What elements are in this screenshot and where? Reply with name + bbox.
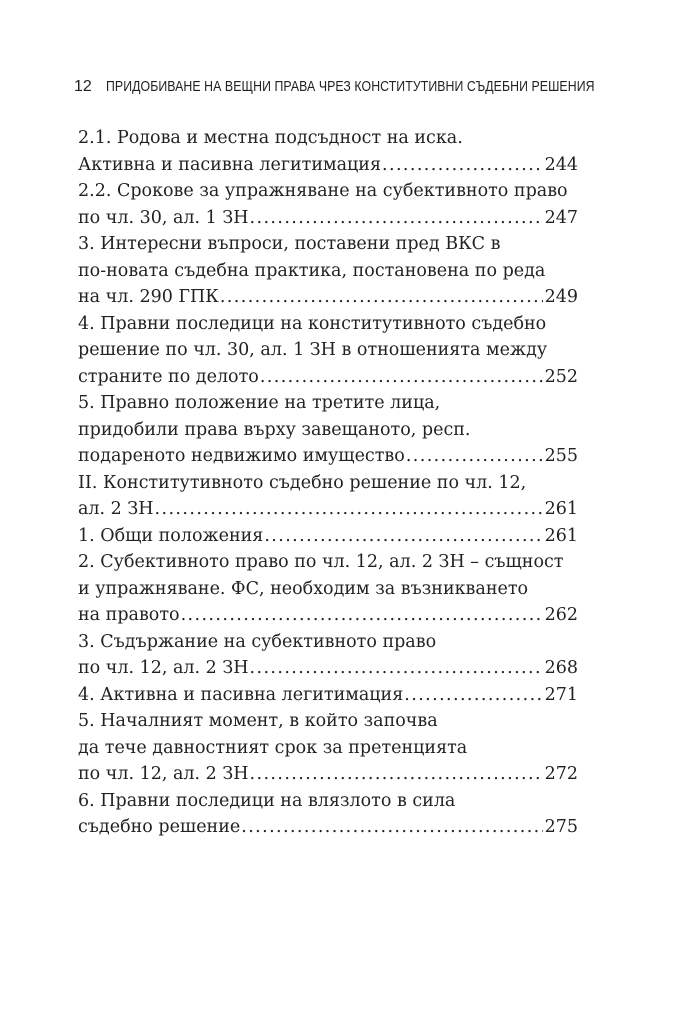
- dot-leader: [264, 523, 542, 550]
- toc-entry: [78, 125, 578, 178]
- toc-entry-line: на правото: [78, 605, 180, 625]
- dot-leader: [250, 205, 543, 232]
- toc-entry: [78, 708, 578, 788]
- toc-entry-final-line: [78, 152, 578, 179]
- dot-leader: [250, 761, 543, 788]
- toc-entry: [78, 682, 578, 709]
- dot-leader: [406, 443, 543, 470]
- toc-entry: [78, 311, 578, 391]
- toc-entry-line: Активна и пасивна легитимация: [78, 154, 382, 175]
- toc-entry: [78, 549, 578, 629]
- toc-entry-line: ал. 2 ЗН: [78, 499, 154, 519]
- toc-entry-line: на чл. 290 ГПК: [78, 287, 219, 307]
- toc-entry-line: 2. Субективното право по чл. 12, ал. 2 ЗН – същност: [78, 552, 564, 572]
- dot-leader: [220, 284, 543, 311]
- toc-entry-final-line: [78, 523, 578, 550]
- toc-entry-final-line: [78, 284, 578, 311]
- toc-entry-line: страните по делото: [78, 366, 259, 387]
- running-header: [74, 78, 634, 96]
- toc-entry: [78, 231, 578, 311]
- toc-entry-line: 2.2. Срокове за упражняване на субективното право: [78, 181, 568, 201]
- toc-entry-line: II. Конститутивното съдебно решение по чл. 12,: [78, 472, 527, 493]
- toc-entry-line: по чл. 12, ал. 2 ЗН: [78, 764, 249, 784]
- toc-entry-final-line: [78, 364, 578, 391]
- book-title: ПРИДОБИВАНЕ НА ВЕЩНИ ПРАВА ЧРЕЗ КОНСТИТУТИВНИ СЪДЕБНИ РЕШЕНИЯ: [105, 78, 595, 95]
- toc-entry-line: 5. Началният момент, в който започва: [78, 711, 438, 731]
- toc-entry: [78, 470, 578, 523]
- toc-entry-final-line: [78, 655, 578, 682]
- toc-page-number: 252: [544, 366, 578, 387]
- toc-entry-line: 6. Правни последици на влязлото в сила: [78, 790, 456, 811]
- toc-page-number: 249: [544, 287, 578, 307]
- table-of-contents: [78, 125, 578, 841]
- toc-entry-line: 4. Правни последици на конститутивното съдебно: [78, 313, 547, 334]
- dot-leader: [181, 602, 543, 629]
- toc-page-number: 247: [544, 207, 578, 228]
- toc-entry-line: 3. Интересни въпроси, поставени пред ВКС в: [78, 234, 501, 254]
- dot-leader: [250, 655, 543, 682]
- toc-entry-final-line: [78, 761, 578, 788]
- toc-entry-line: по чл. 30, ал. 1 ЗН: [78, 207, 249, 228]
- toc-page-number: 261: [544, 525, 578, 546]
- toc-entry-final-line: [78, 814, 578, 841]
- toc-entry: [78, 629, 578, 682]
- toc-entry-line: придобили права върху завещаното, респ.: [78, 419, 471, 440]
- toc-entry-line: подареното недвижимо имущество: [78, 446, 405, 466]
- toc-entry-final-line: [78, 205, 578, 232]
- toc-entry-final-line: [78, 496, 578, 523]
- toc-entry-line: 5. Правно положение на третите лица,: [78, 393, 441, 413]
- toc-entry-line: 2.1. Родова и местна подсъдност на иска.: [78, 128, 463, 148]
- toc-page-number: 262: [544, 605, 578, 625]
- toc-entry-final-line: [78, 682, 578, 709]
- toc-page-number: 275: [544, 817, 578, 837]
- toc-page-number: 271: [544, 684, 578, 705]
- toc-entry-line: и упражняване. ФС, необходим за възникването: [78, 578, 529, 599]
- toc-entry-line: по-новата съдебна практика, постановена по реда: [78, 260, 546, 281]
- toc-entry-line: да тече давностният срок за претенцията: [78, 737, 468, 758]
- toc-page-number: 244: [544, 154, 578, 175]
- toc-page-number: 261: [544, 499, 578, 519]
- toc-entry: [78, 523, 578, 550]
- toc-entry-line: по чл. 12, ал. 2 ЗН: [78, 658, 249, 678]
- page-number: 12: [74, 78, 92, 95]
- toc-entry-line: 4. Активна и пасивна легитимация: [78, 684, 404, 705]
- toc-entry: [78, 178, 578, 231]
- dot-leader: [382, 152, 543, 179]
- toc-entry-final-line: [78, 443, 578, 470]
- toc-page-number: 255: [544, 446, 578, 466]
- toc-entry: [78, 390, 578, 470]
- toc-page-number: 268: [544, 658, 578, 678]
- toc-entry-line: 3. Съдържание на субективното право: [78, 631, 437, 652]
- toc-entry-line: съдебно решение: [78, 817, 241, 837]
- toc-entry-final-line: [78, 602, 578, 629]
- toc-entry-line: 1. Общи положения: [78, 525, 264, 546]
- dot-leader: [155, 496, 543, 523]
- dot-leader: [404, 682, 542, 709]
- toc-page-number: 272: [544, 764, 578, 784]
- dot-leader: [260, 364, 543, 391]
- toc-entry: [78, 788, 578, 841]
- dot-leader: [241, 814, 542, 841]
- toc-entry-line: решение по чл. 30, ал. 1 ЗН в отношенията между: [78, 340, 548, 360]
